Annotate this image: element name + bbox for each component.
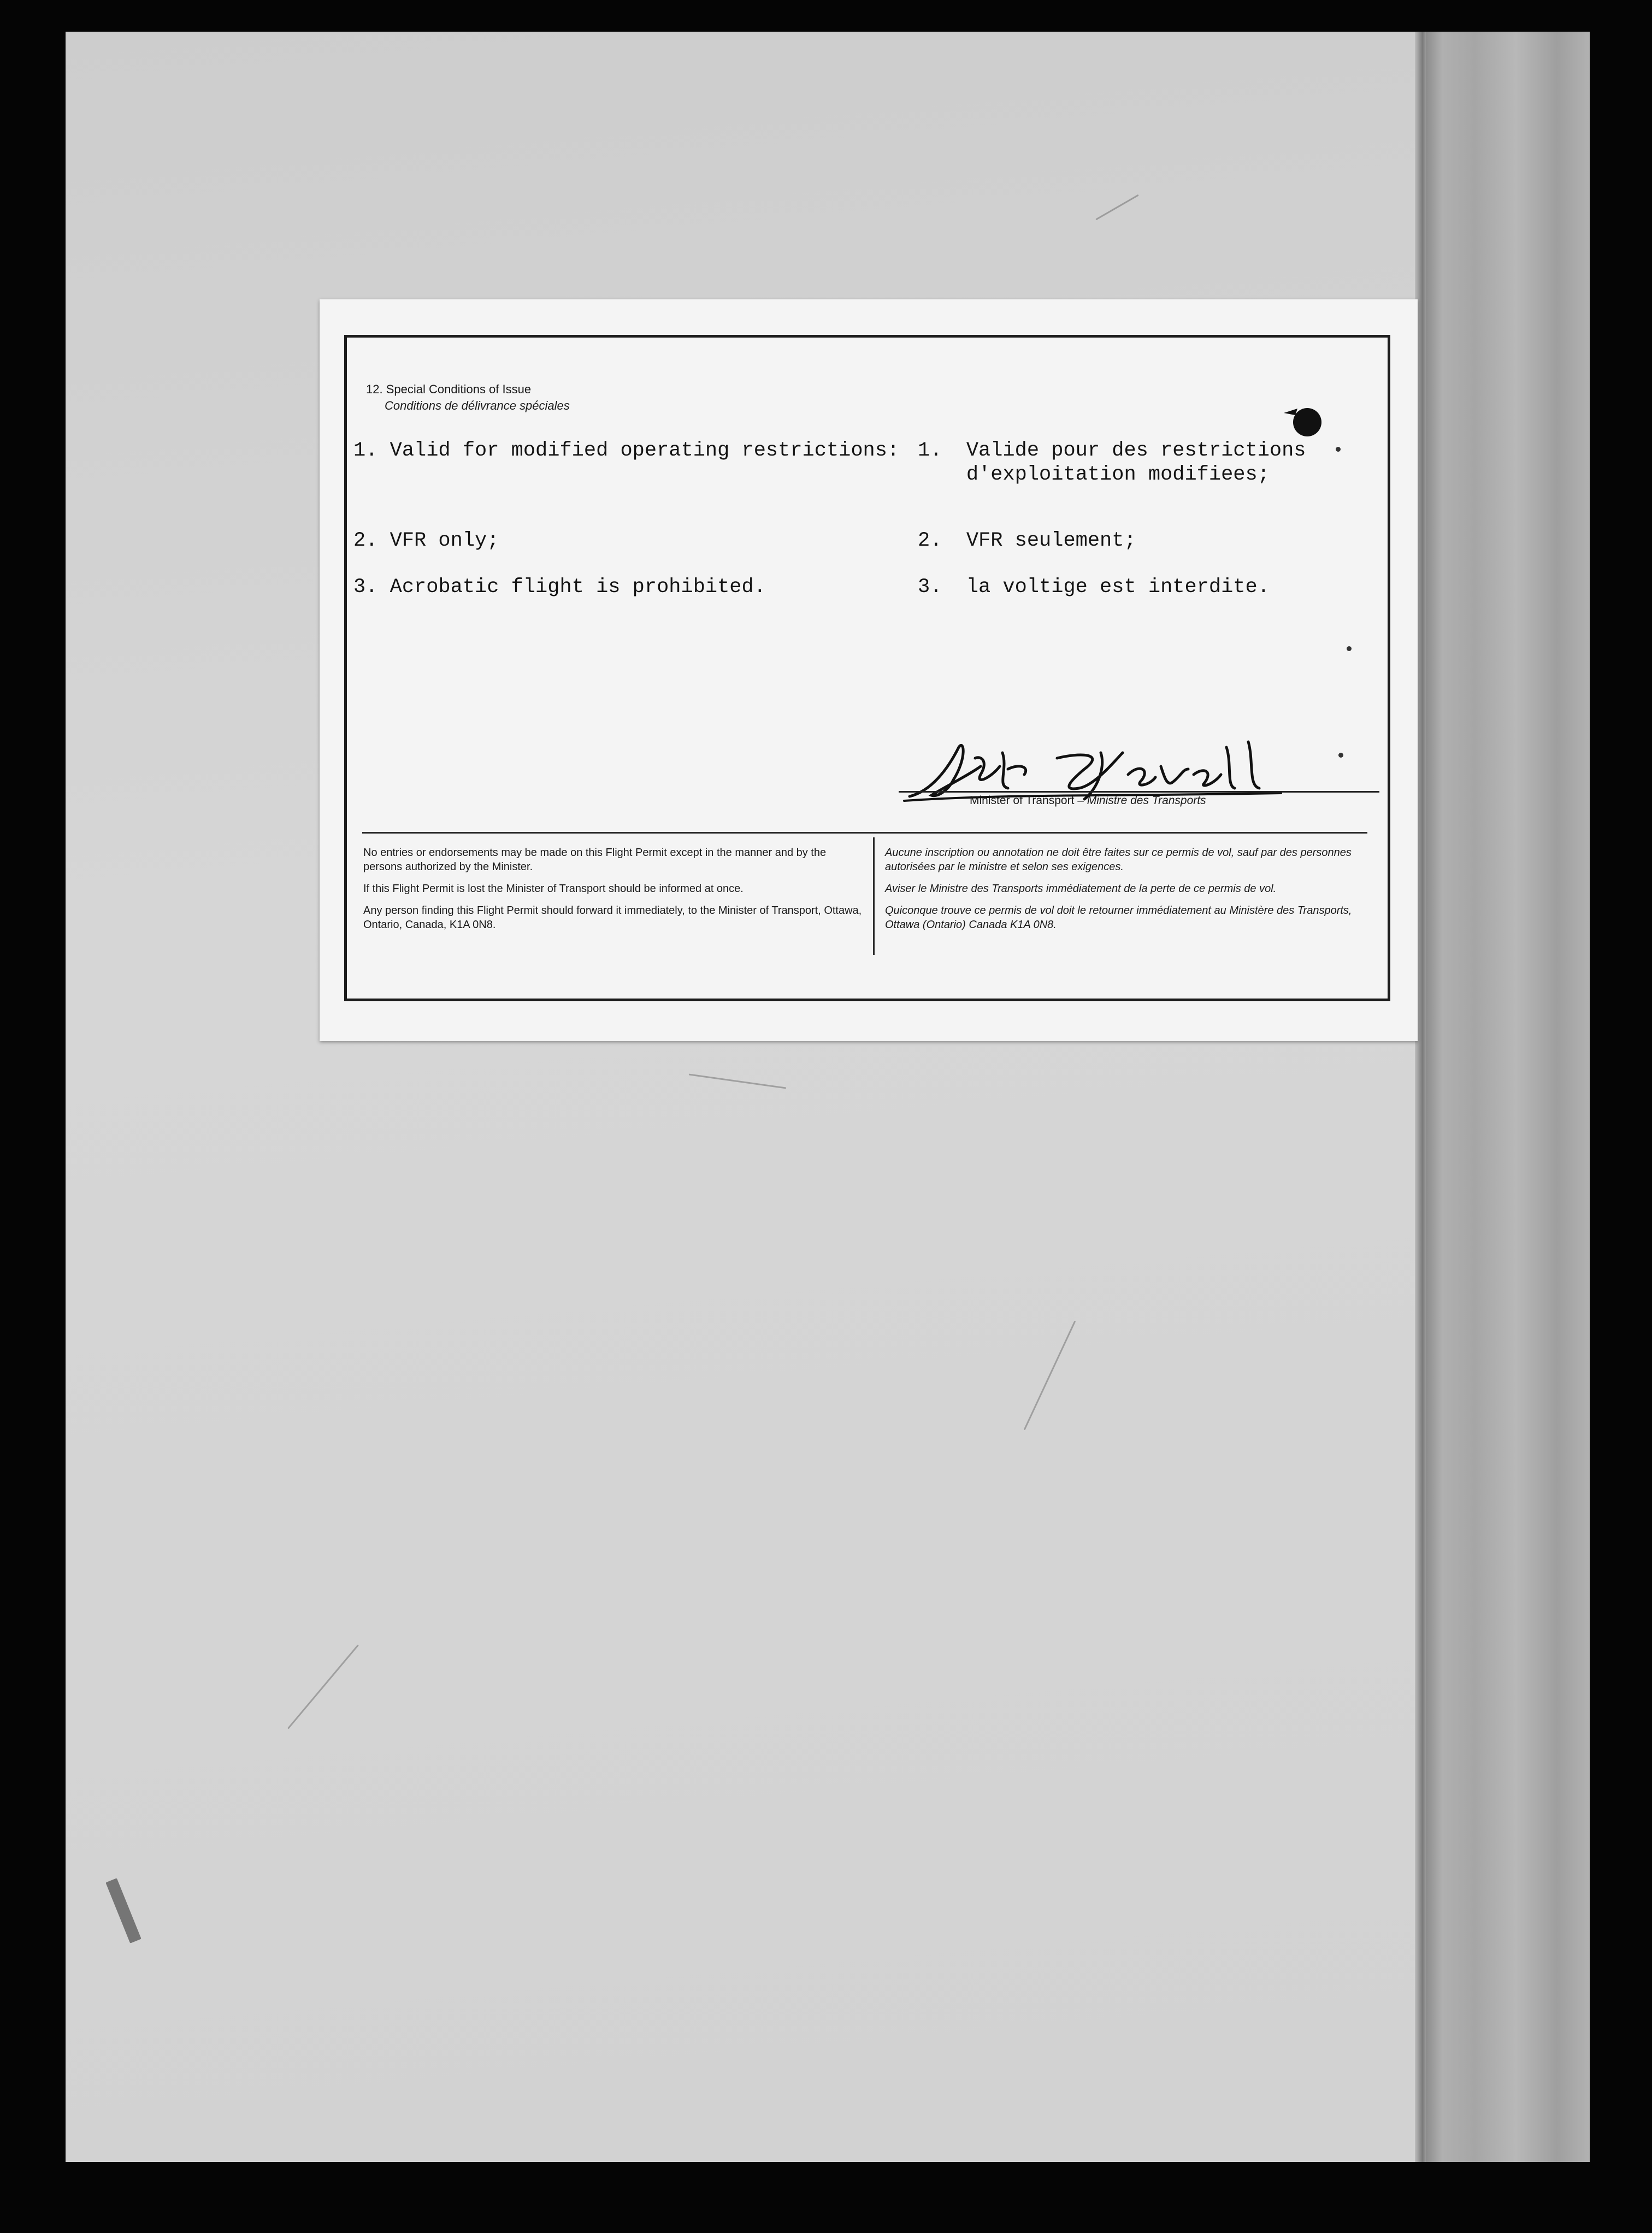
flight-permit-card [320,299,1418,1041]
section-title-fr: Conditions de délivrance spéciales [385,399,570,412]
condition-fr-1: 1. Valide pour des restrictions d'exploitation modifiees; [918,439,1306,486]
notice-en [363,846,863,940]
condition-en-2: 2. VFR only; [353,529,499,552]
section-number: 12. [366,382,383,396]
condition-fr-3: 3. la voltige est interdite. [918,576,1270,599]
signature-caption-fr: Ministre des Transports [1087,794,1206,807]
notice-en-3: Any person finding this Flight Permit should forward it immediately, to the Minister of Transport, Ottawa, Ontario, Canada, K1A 0N8. [363,905,862,931]
section-header [366,381,570,414]
condition-en-1: 1. Valid for modified operating restrictions: [353,439,900,462]
signature-line [899,791,1379,793]
signature-caption [970,794,1206,807]
condition-en-3: 3. Acrobatic flight is prohibited. [353,576,766,599]
folder-spine [1426,32,1590,2162]
speck [1347,646,1352,651]
signature-caption-en: Minister of Transport [970,794,1075,807]
notice-en-1: No entries or endorsements may be made on this Flight Permit except in the manner and by the persons authorized by the Minister. [363,847,827,873]
ink-stain [1281,398,1325,441]
notice-fr-2: Aviser le Ministre des Transports immédiatement de la perte de ce permis de vol. [885,883,1277,895]
notice-fr [885,846,1379,940]
speck [1336,447,1341,452]
section-title-en: Special Conditions of Issue [386,382,532,396]
notice-fr-3: Quiconque trouve ce permis de vol doit le retourner immédiatement au Ministère des Transports, Ottawa (Ontario) Canada K1A 0N8. [885,905,1352,931]
notice-column-divider [873,837,875,955]
signature-caption-separator: – [1074,794,1087,807]
condition-fr-2: 2. VFR seulement; [918,529,1136,552]
notice-divider [362,832,1367,834]
notice-en-2: If this Flight Permit is lost the Minister of Transport should be informed at once. [363,883,744,895]
notice-fr-1: Aucune inscription ou annotation ne doit être faites sur ce permis de vol, sauf par des personnes autorisées par le ministre et selon ses exigences. [885,847,1352,873]
